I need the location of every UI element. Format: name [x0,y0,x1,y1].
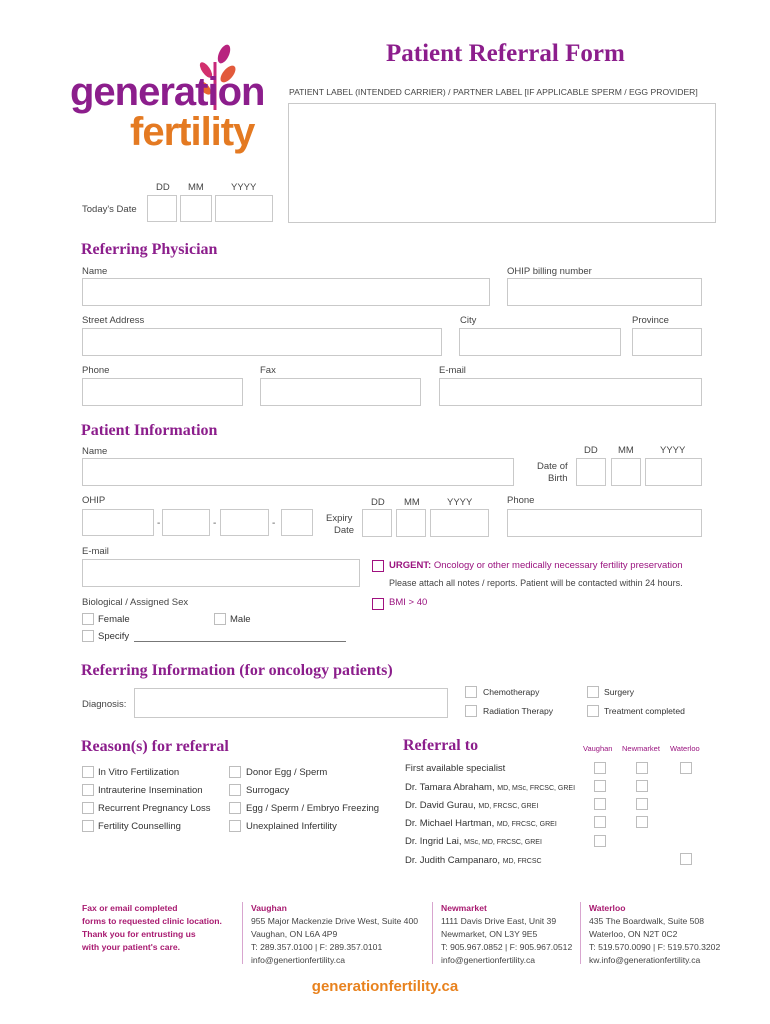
ohip-billing-input[interactable] [507,278,702,306]
urgent-checkbox[interactable] [372,560,384,572]
expiry-yyyy-label: YYYY [447,497,473,508]
footer-newmarket-line3: T: 905.967.0852 | F: 905.967.0512 [441,942,573,952]
city-label: City [460,315,477,326]
abraham-vaughan-checkbox[interactable] [594,780,606,792]
expiry-dd-input[interactable] [362,509,392,537]
footer-vaughan-line2: Vaughan, ON L6A 4P9 [251,929,338,939]
footer-divider-2 [432,902,433,964]
ohip-input-1[interactable] [82,509,154,536]
doctor-lai-name: Dr. Ingrid Lai, [405,836,462,847]
footer-newmarket-line4: info@genertionfertility.ca [441,955,536,965]
patient-phone-label: Phone [507,495,535,506]
physician-email-input[interactable] [439,378,702,406]
diagnosis-input[interactable] [134,688,448,718]
attach-note: Please attach all notes / reports. Patient will be contacted within 24 hours. [389,578,683,588]
footer-waterloo-line1: 435 The Boardwalk, Suite 508 [589,916,704,926]
footer-newmarket-line1: 1111 Davis Drive East, Unit 39 [441,916,557,926]
radiation-label: Radiation Therapy [483,706,554,716]
date-yyyy-input[interactable] [215,195,273,222]
dob-yyyy-input[interactable] [645,458,702,486]
urgent-text [389,560,683,571]
reason-label-iui: Intrauterine Insemination [98,785,203,796]
doctor-campanaro [405,855,542,866]
reason-label-unexplained: Unexplained Infertility [246,821,337,832]
expiry-label-line1: Expiry [326,513,353,524]
patient-phone-input[interactable] [507,509,702,537]
date-mm-input[interactable] [180,195,212,222]
section-referring-physician: Referring Physician [81,241,218,258]
ohip-label: OHIP [82,495,106,506]
ohip-dash-3: - [272,518,276,529]
patient-email-label: E-mail [82,546,109,557]
reason-checkbox-donor[interactable] [229,766,241,778]
reason-checkbox-counselling[interactable] [82,820,94,832]
specify-line[interactable] [134,641,346,642]
bmi-label: BMI > 40 [389,597,428,608]
dob-label-line1: Date of [537,461,568,472]
male-checkbox[interactable] [214,613,226,625]
footer-waterloo-line2: Waterloo, ON N2T 0C2 [589,929,678,939]
doctor-abraham [405,782,575,793]
treatment-completed-checkbox[interactable] [587,705,599,717]
logo-generation: generation [70,70,265,114]
section-oncology: Referring Information (for oncology patients) [81,662,393,679]
ohip-input-3[interactable] [220,509,269,536]
date-mm-label: MM [188,182,204,193]
footer-waterloo-line4: kw.info@generationfertility.ca [589,955,701,965]
physician-fax-input[interactable] [260,378,421,406]
footer-note-line2: forms to requested clinic location. [82,916,222,926]
footer-newmarket-title: Newmarket [441,903,487,913]
doctor-campanaro-name: Dr. Judith Campanaro, [405,855,501,866]
doctor-lai-creds: MSc, MD, FRCSC, GREI [464,839,542,846]
specify-checkbox[interactable] [82,630,94,642]
hartman-vaughan-checkbox[interactable] [594,816,606,828]
footer-waterloo [589,902,720,967]
footer-divider-3 [580,902,581,964]
footer-vaughan-line1: 955 Major Mackenzie Drive West, Suite 400 [251,916,419,926]
section-patient-information: Patient Information [81,422,218,439]
first-available-newmarket-checkbox[interactable] [636,762,648,774]
footer-note [82,902,222,954]
physician-phone-label: Phone [82,365,110,376]
date-dd-input[interactable] [147,195,177,222]
doctor-hartman [405,818,557,829]
footer-note-line3: Thank you for entrusting us [82,929,196,939]
gurau-newmarket-checkbox[interactable] [636,798,648,810]
lai-vaughan-checkbox[interactable] [594,835,606,847]
todays-date-label: Today's Date [82,204,137,215]
radiation-checkbox[interactable] [465,705,477,717]
dob-mm-label: MM [618,445,634,456]
location-vaughan: Vaughan [583,744,613,753]
reason-label-counselling: Fertility Counselling [98,821,181,832]
reason-label-surrogacy: Surrogacy [246,785,290,796]
footer-waterloo-line3: T: 519.570.0090 | F: 519.570.3202 [589,942,721,952]
patient-label-box[interactable] [288,103,716,223]
hartman-newmarket-checkbox[interactable] [636,816,648,828]
doctor-gurau-creds: MD, FRCSC, GREI [478,803,539,810]
section-referral-to: Referral to [403,737,479,754]
city-input[interactable] [459,328,621,356]
dob-label-line2: Birth [548,473,568,484]
first-available-vaughan-checkbox[interactable] [594,762,606,774]
ohip-input-4[interactable] [281,509,313,536]
logo [70,40,270,160]
surgery-label: Surgery [604,687,635,697]
gurau-vaughan-checkbox[interactable] [594,798,606,810]
ohip-dash-1: - [157,518,161,529]
reason-checkbox-unexplained[interactable] [229,820,241,832]
footer-vaughan [251,902,418,967]
dob-mm-input[interactable] [611,458,641,486]
first-available-label: First available specialist [405,763,506,774]
reason-checkbox-rpl[interactable] [82,802,94,814]
province-input[interactable] [632,328,702,356]
urgent-description: Oncology or other medically necessary fertility preservation [433,560,683,571]
male-label: Male [230,614,251,625]
patient-name-label: Name [82,446,108,457]
province-label: Province [632,315,669,326]
reason-checkbox-freezing[interactable] [229,802,241,814]
doctor-gurau [405,800,538,811]
dob-yyyy-label: YYYY [660,445,686,456]
first-available-waterloo-checkbox[interactable] [680,762,692,774]
patient-label-caption: PATIENT LABEL (INTENDED CARRIER) / PARTNER LABEL [IF APPLICABLE SPERM / EGG PROVIDER] [289,87,698,97]
footer-divider-1 [242,902,243,964]
doctor-campanaro-creds: MD, FRCSC [502,858,542,865]
physician-phone-input[interactable] [82,378,243,406]
reason-label-freezing: Egg / Sperm / Embryo Freezing [246,803,380,814]
footer-waterloo-title: Waterloo [589,903,626,913]
physician-fax-label: Fax [260,365,276,376]
campanaro-waterloo-checkbox[interactable] [680,853,692,865]
footer-note-line1: Fax or email completed [82,903,178,913]
section-reasons: Reason(s) for referral [81,738,229,755]
bmi-checkbox[interactable] [372,598,384,610]
abraham-newmarket-checkbox[interactable] [636,780,648,792]
female-checkbox[interactable] [82,613,94,625]
reason-checkbox-iui[interactable] [82,784,94,796]
specify-label: Specify [98,631,130,642]
doctor-hartman-creds: MD, FRCSC, GREI [496,821,557,828]
patient-email-input[interactable] [82,559,360,587]
website-link[interactable]: generationfertility.ca [311,978,459,995]
expiry-mm-input[interactable] [396,509,426,537]
dob-dd-label: DD [584,445,598,456]
location-newmarket: Newmarket [622,744,660,753]
surgery-checkbox[interactable] [587,686,599,698]
reason-label-ivf: In Vitro Fertilization [98,767,180,778]
footer-vaughan-line3: T: 289.357.0100 | F: 289.357.0101 [251,942,383,952]
footer-newmarket [441,902,572,967]
expiry-mm-label: MM [404,497,420,508]
location-waterloo: Waterloo [670,744,700,753]
chemo-label: Chemotherapy [483,687,540,697]
reason-label-rpl: Recurrent Pregnancy Loss [98,803,211,814]
reason-checkbox-ivf[interactable] [82,766,94,778]
dob-dd-input[interactable] [576,458,606,486]
doctor-abraham-name: Dr. Tamara Abraham, [405,782,495,793]
footer-newmarket-line2: Newmarket, ON L3Y 9E5 [441,929,538,939]
ohip-billing-label: OHIP billing number [507,266,592,277]
patient-name-input[interactable] [82,458,514,486]
page-title: Patient Referral Form [386,40,625,67]
female-label: Female [98,614,130,625]
expiry-yyyy-input[interactable] [430,509,489,537]
diagnosis-label: Diagnosis: [82,699,127,710]
chemo-checkbox[interactable] [465,686,477,698]
doctor-hartman-name: Dr. Michael Hartman, [405,818,495,829]
doctor-gurau-name: Dr. David Gurau, [405,800,476,811]
physician-email-label: E-mail [439,365,466,376]
footer-note-line4: with your patient's care. [82,942,181,952]
sex-label: Biological / Assigned Sex [82,597,189,608]
street-label: Street Address [82,315,145,326]
date-yyyy-label: YYYY [231,182,257,193]
physician-name-input[interactable] [82,278,490,306]
physician-name-label: Name [82,266,108,277]
ohip-input-2[interactable] [162,509,210,536]
urgent-label: URGENT: [389,560,432,571]
reason-checkbox-surrogacy[interactable] [229,784,241,796]
footer-vaughan-title: Vaughan [251,903,287,913]
doctor-lai [405,836,542,847]
street-input[interactable] [82,328,442,356]
logo-fertility: fertility [130,110,255,154]
footer-vaughan-line4: info@genertionfertility.ca [251,955,346,965]
expiry-dd-label: DD [371,497,385,508]
ohip-dash-2: - [213,518,217,529]
reason-label-donor: Donor Egg / Sperm [246,767,328,778]
doctor-abraham-creds: MD, MSc, FRCSC, GREI [497,785,576,792]
treatment-completed-label: Treatment completed [604,706,685,716]
date-dd-label: DD [156,182,170,193]
expiry-label-line2: Date [334,525,355,536]
